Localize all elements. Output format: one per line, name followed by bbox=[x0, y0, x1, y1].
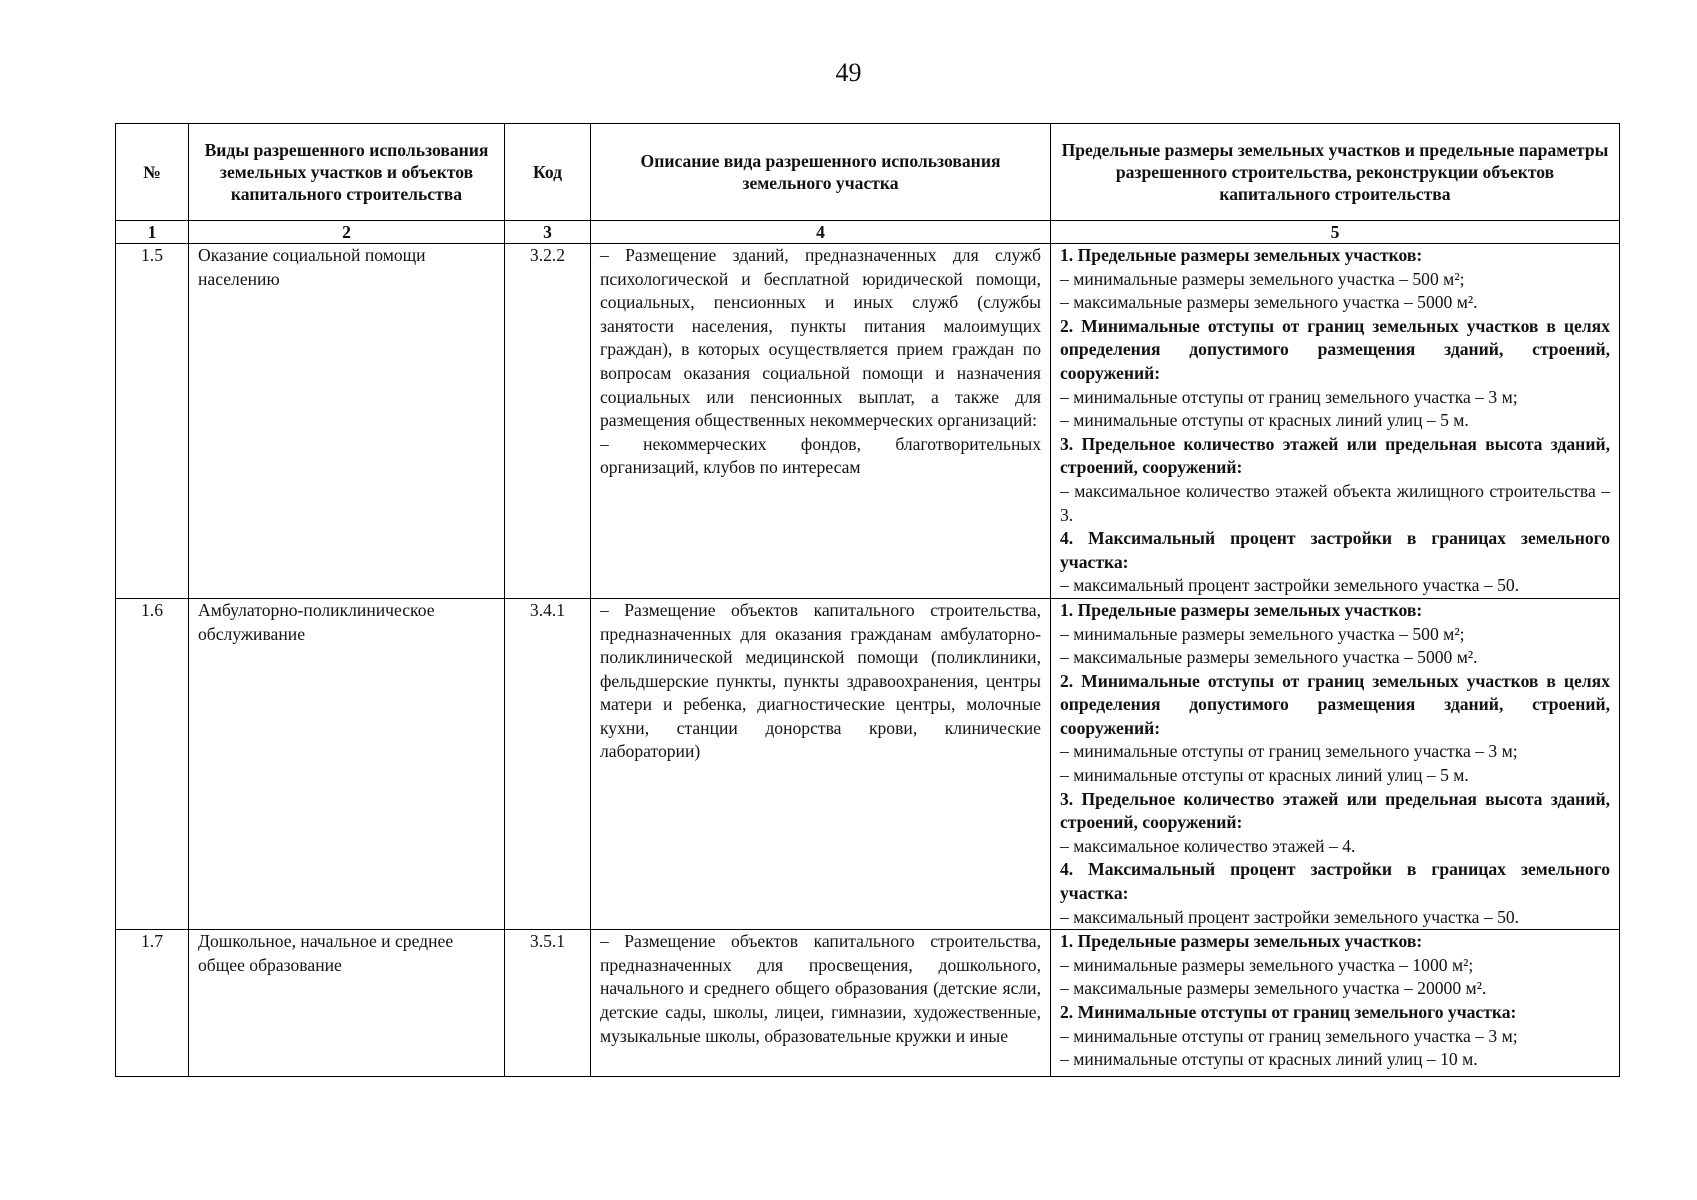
param-title: 3. Предельное количество этажей или предельная высота зданий, строений, сооружений: bbox=[1060, 433, 1610, 478]
use-type-name: Амбулаторно-поликлиническое обслуживание bbox=[189, 598, 505, 929]
description-line: – Размещение объектов капитального строительства, предназначенных для просвещения, дошкольного, начального и среднего общего образования (детские ясли, детские сады, школы, лицеи, гимназии, художественные, музыкальные школы, образовательные кружки и иные bbox=[600, 931, 1041, 1046]
column-number: 2 bbox=[189, 221, 505, 244]
column-number: 1 bbox=[116, 221, 189, 244]
use-type-parameters bbox=[1051, 930, 1620, 1077]
param-item: – минимальные размеры земельного участка – 500 м²; bbox=[1060, 623, 1465, 644]
use-type-code: 3.5.1 bbox=[505, 930, 591, 1077]
param-item: – минимальные отступы от красных линий улиц – 5 м. bbox=[1060, 410, 1469, 431]
param-title: 2. Минимальные отступы от границ земельных участков в целях определения допустимого размещения зданий, строений, сооружений: bbox=[1060, 315, 1610, 383]
description-line: – Размещение объектов капитального строительства, предназначенных для оказания гражданам амбулаторно-поликлинической медицинской помощи (поликлиники, фельдшерские пункты, пункты здравоохранения, центры матери и ребенка, диагностические центры, молочные кухни, станции донорства крови, клинические лаборатории) bbox=[600, 599, 1041, 762]
param-item: – минимальные отступы от границ земельного участка – 3 м; bbox=[1060, 741, 1518, 762]
param-item: – минимальные отступы от границ земельного участка – 3 м; bbox=[1060, 386, 1518, 407]
row-number: 1.7 bbox=[116, 930, 189, 1077]
use-type-description bbox=[591, 244, 1051, 599]
page-number: 49 bbox=[835, 58, 862, 87]
column-number-row bbox=[116, 221, 1620, 244]
param-item: – минимальные отступы от красных линий улиц – 5 м. bbox=[1060, 765, 1469, 786]
header-parameters: Предельные размеры земельных участков и предельные параметры разрешенного строительства, реконструкции объектов капитального строительства bbox=[1051, 124, 1620, 221]
param-item: – минимальные отступы от красных линий улиц – 10 м. bbox=[1060, 1049, 1478, 1070]
param-title: 2. Минимальные отступы от границ земельных участков в целях определения допустимого размещения зданий, строений, сооружений: bbox=[1060, 670, 1610, 738]
use-type-description bbox=[591, 930, 1051, 1077]
param-title: 1. Предельные размеры земельных участков: bbox=[1060, 931, 1423, 952]
header-use-types: Виды разрешенного использования земельных участков и объектов капитального строительства bbox=[189, 124, 505, 221]
use-type-name: Оказание социальной помощи населению bbox=[189, 244, 505, 599]
table-row bbox=[116, 930, 1620, 1077]
use-type-code: 3.2.2 bbox=[505, 244, 591, 599]
param-item: – максимальный процент застройки земельного участка – 50. bbox=[1060, 906, 1520, 927]
description-line: – Размещение зданий, предназначенных для служб психологической и бесплатной юридической помощи, социальных, пенсионных и иных служб (службы занятости населения, пункты питания малоимущих граждан), в которых осуществляется прием граждан по вопросам оказания социальной помощи и назначения социальных или пенсионных выплат, а также для размещения общественных некоммерческих организаций: bbox=[600, 245, 1041, 431]
use-type-parameters bbox=[1051, 598, 1620, 929]
param-item: – максимальные размеры земельного участка – 20000 м². bbox=[1060, 978, 1487, 999]
use-type-name: Дошкольное, начальное и среднее общее образование bbox=[189, 930, 505, 1077]
param-item: – максимальные размеры земельного участка – 5000 м². bbox=[1060, 292, 1478, 313]
column-number: 5 bbox=[1051, 221, 1620, 244]
row-number: 1.5 bbox=[116, 244, 189, 599]
table-header-row bbox=[116, 124, 1620, 221]
header-code: Код bbox=[505, 124, 591, 221]
param-item: – максимальный процент застройки земельного участка – 50. bbox=[1060, 575, 1520, 596]
param-item: – минимальные размеры земельного участка – 1000 м²; bbox=[1060, 954, 1474, 975]
param-item: – максимальное количество этажей – 4. bbox=[1060, 835, 1356, 856]
use-type-description bbox=[591, 598, 1051, 929]
description-line: – некоммерческих фондов, благотворительных организаций, клубов по интересам bbox=[600, 433, 1041, 478]
param-title: 1. Предельные размеры земельных участков: bbox=[1060, 599, 1423, 620]
param-title: 4. Максимальный процент застройки в границах земельного участка: bbox=[1060, 528, 1610, 572]
param-title: 4. Максимальный процент застройки в границах земельного участка: bbox=[1060, 859, 1610, 904]
param-item: – максимальные размеры земельного участка – 5000 м². bbox=[1060, 647, 1478, 668]
table-row bbox=[116, 598, 1620, 929]
column-number: 3 bbox=[505, 221, 591, 244]
param-item: – максимальное количество этажей объекта жилищного строительства – 3. bbox=[1060, 480, 1610, 525]
param-item: – минимальные отступы от границ земельного участка – 3 м; bbox=[1060, 1025, 1518, 1046]
use-type-parameters bbox=[1051, 244, 1620, 599]
param-item: – минимальные размеры земельного участка – 500 м²; bbox=[1060, 268, 1465, 289]
land-use-table bbox=[115, 123, 1620, 1077]
header-description: Описание вида разрешенного использования земельного участка bbox=[591, 124, 1051, 221]
header-number: № bbox=[116, 124, 189, 221]
param-title: 1. Предельные размеры земельных участков: bbox=[1060, 245, 1423, 265]
table-row bbox=[116, 244, 1620, 599]
column-number: 4 bbox=[591, 221, 1051, 244]
param-title: 2. Минимальные отступы от границ земельного участка: bbox=[1060, 1002, 1517, 1022]
use-type-code: 3.4.1 bbox=[505, 598, 591, 929]
param-title: 3. Предельное количество этажей или предельная высота зданий, строений, сооружений: bbox=[1060, 788, 1610, 833]
row-number: 1.6 bbox=[116, 598, 189, 929]
